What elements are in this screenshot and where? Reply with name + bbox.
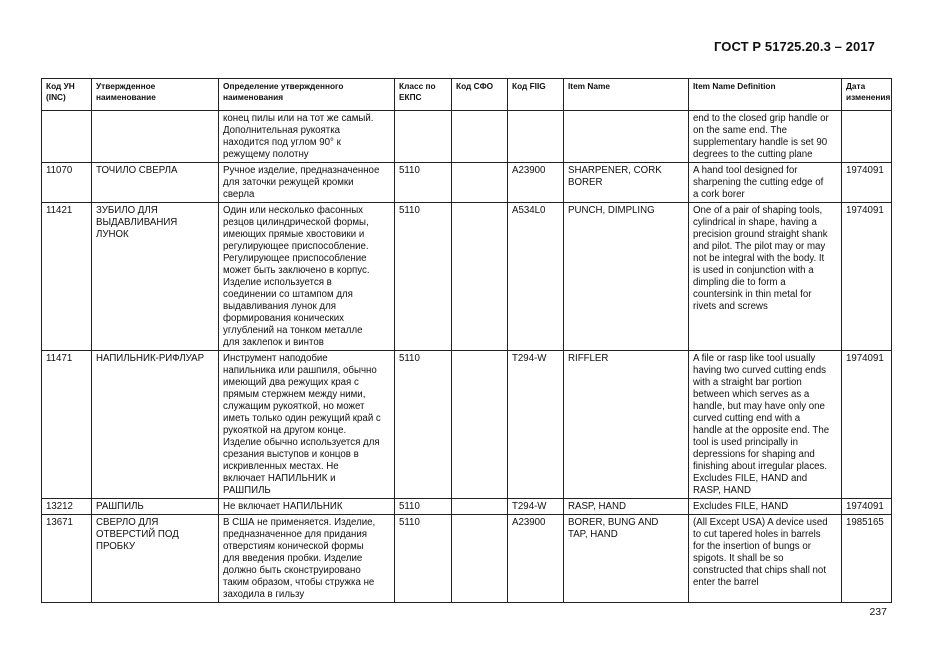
cell-item-name: RASP, HAND <box>564 499 689 515</box>
cell-code-fiig: T294-W <box>508 499 564 515</box>
page-number: 237 <box>869 606 887 618</box>
cell-inc <box>42 111 92 163</box>
cell-code-sfo <box>452 351 508 499</box>
cell-date: 1974091 <box>842 351 892 499</box>
document-standard-id: ГОСТ Р 51725.20.3 – 2017 <box>713 39 875 54</box>
cell-item-definition: A file or rasp like tool usually having two curved cutting ends with a straight bar portion between which serves as a handle, but may have only one curved cutting end with a handle at the opposite end. The tool is used principally in depressions for shaping and finishing about irregular places. Excludes FILE, HAND and RASP, HAND <box>689 351 842 499</box>
col-header-date: Дата изменения <box>842 79 892 111</box>
col-header-definition-ru: Определение утвержденного наименования <box>219 79 395 111</box>
cell-item-definition: end to the closed grip handle or on the same end. The supplementary handle is set 90 degrees to the cutting plane <box>689 111 842 163</box>
table-row <box>42 515 892 603</box>
cell-definition-ru: Один или несколько фасонных резцов цилиндрической формы, имеющих прямые хвостовики и регулирующее приспособление. Регулирующее приспособление может быть заключено в корпус. Изделие используется в соединении со штампом для выдавливания лунок для формирования конических углублений на тонком металле для заклепок и винтов <box>219 203 395 351</box>
cell-item-definition: (All Except USA) A device used to cut tapered holes in barrels for the insertion of bungs or spigots. It shall be so constructed that chips shall not enter the barrel <box>689 515 842 603</box>
cell-code-sfo <box>452 203 508 351</box>
cell-code-fiig: A23900 <box>508 515 564 603</box>
cell-class-ekps: 5110 <box>395 203 452 351</box>
cell-code-sfo <box>452 499 508 515</box>
cell-class-ekps: 5110 <box>395 351 452 499</box>
cell-item-name <box>564 111 689 163</box>
cell-date: 1974091 <box>842 499 892 515</box>
cell-code-sfo <box>452 163 508 203</box>
cell-name-ru: НАПИЛЬНИК-РИФЛУАР <box>92 351 219 499</box>
cell-date: 1974091 <box>842 203 892 351</box>
cell-date: 1974091 <box>842 163 892 203</box>
cell-definition-ru: Инструмент наподобие напильника или рашпиля, обычно имеющий два режущих края с прямым стержнем между ними, служащим рукояткой, но может иметь только один режущий край с рукояткой на другом конце. Изделие обычно используется для срезания выступов и концов в искривленных местах. Не включает НАПИЛЬНИК и РАШПИЛЬ <box>219 351 395 499</box>
cell-code-fiig: T294-W <box>508 351 564 499</box>
catalog-table <box>41 78 892 603</box>
cell-class-ekps: 5110 <box>395 163 452 203</box>
table-header-row <box>42 79 892 111</box>
col-header-code-sfo: Код СФО <box>452 79 508 111</box>
cell-name-ru: СВЕРЛО ДЛЯ ОТВЕРСТИЙ ПОД ПРОБКУ <box>92 515 219 603</box>
cell-definition-ru: Ручное изделие, предназначенное для заточки режущей кромки сверла <box>219 163 395 203</box>
col-header-name-ru: Утвержденное наименование <box>92 79 219 111</box>
cell-definition-ru: конец пилы или на тот же самый. Дополнительная рукоятка находится под углом 90° к режущему полотну <box>219 111 395 163</box>
cell-item-definition: One of a pair of shaping tools, cylindrical in shape, having a precision ground straight shank and pilot. The pilot may or may not be integral with the body. It is used in conjunction with a dimpling die to form a countersink in thin metal for rivets and screws <box>689 203 842 351</box>
cell-name-ru: РАШПИЛЬ <box>92 499 219 515</box>
cell-inc: 11471 <box>42 351 92 499</box>
table-row <box>42 499 892 515</box>
cell-item-name: BORER, BUNG AND TAP, HAND <box>564 515 689 603</box>
cell-definition-ru: В США не применяется. Изделие, предназначенное для придания отверстиям конической формы для введения пробки. Изделие должно быть сконструировано таким образом, чтобы стружка не заходила в гильзу <box>219 515 395 603</box>
col-header-class-ekps: Класс по ЕКПС <box>395 79 452 111</box>
cell-name-ru: ЗУБИЛО ДЛЯ ВЫДАВЛИВАНИЯ ЛУНОК <box>92 203 219 351</box>
cell-name-ru: ТОЧИЛО СВЕРЛА <box>92 163 219 203</box>
table-row <box>42 111 892 163</box>
cell-item-name: RIFFLER <box>564 351 689 499</box>
cell-name-ru <box>92 111 219 163</box>
cell-item-definition: A hand tool designed for sharpening the cutting edge of a cork borer <box>689 163 842 203</box>
cell-inc: 13671 <box>42 515 92 603</box>
col-header-item-definition: Item Name Definition <box>689 79 842 111</box>
cell-code-fiig <box>508 111 564 163</box>
cell-code-fiig: A534L0 <box>508 203 564 351</box>
cell-class-ekps: 5110 <box>395 499 452 515</box>
cell-item-definition: Excludes FILE, HAND <box>689 499 842 515</box>
cell-code-sfo <box>452 515 508 603</box>
table-row <box>42 203 892 351</box>
cell-definition-ru: Не включает НАПИЛЬНИК <box>219 499 395 515</box>
col-header-code-fiig: Код FIIG <box>508 79 564 111</box>
table-row <box>42 351 892 499</box>
cell-date: 1985165 <box>842 515 892 603</box>
cell-inc: 11421 <box>42 203 92 351</box>
col-header-inc: Код УН (INC) <box>42 79 92 111</box>
cell-class-ekps: 5110 <box>395 515 452 603</box>
cell-inc: 11070 <box>42 163 92 203</box>
col-header-item-name: Item Name <box>564 79 689 111</box>
cell-item-name: SHARPENER, CORK BORER <box>564 163 689 203</box>
cell-code-sfo <box>452 111 508 163</box>
cell-class-ekps <box>395 111 452 163</box>
cell-date <box>842 111 892 163</box>
cell-inc: 13212 <box>42 499 92 515</box>
table-row <box>42 163 892 203</box>
cell-code-fiig: A23900 <box>508 163 564 203</box>
cell-item-name: PUNCH, DIMPLING <box>564 203 689 351</box>
